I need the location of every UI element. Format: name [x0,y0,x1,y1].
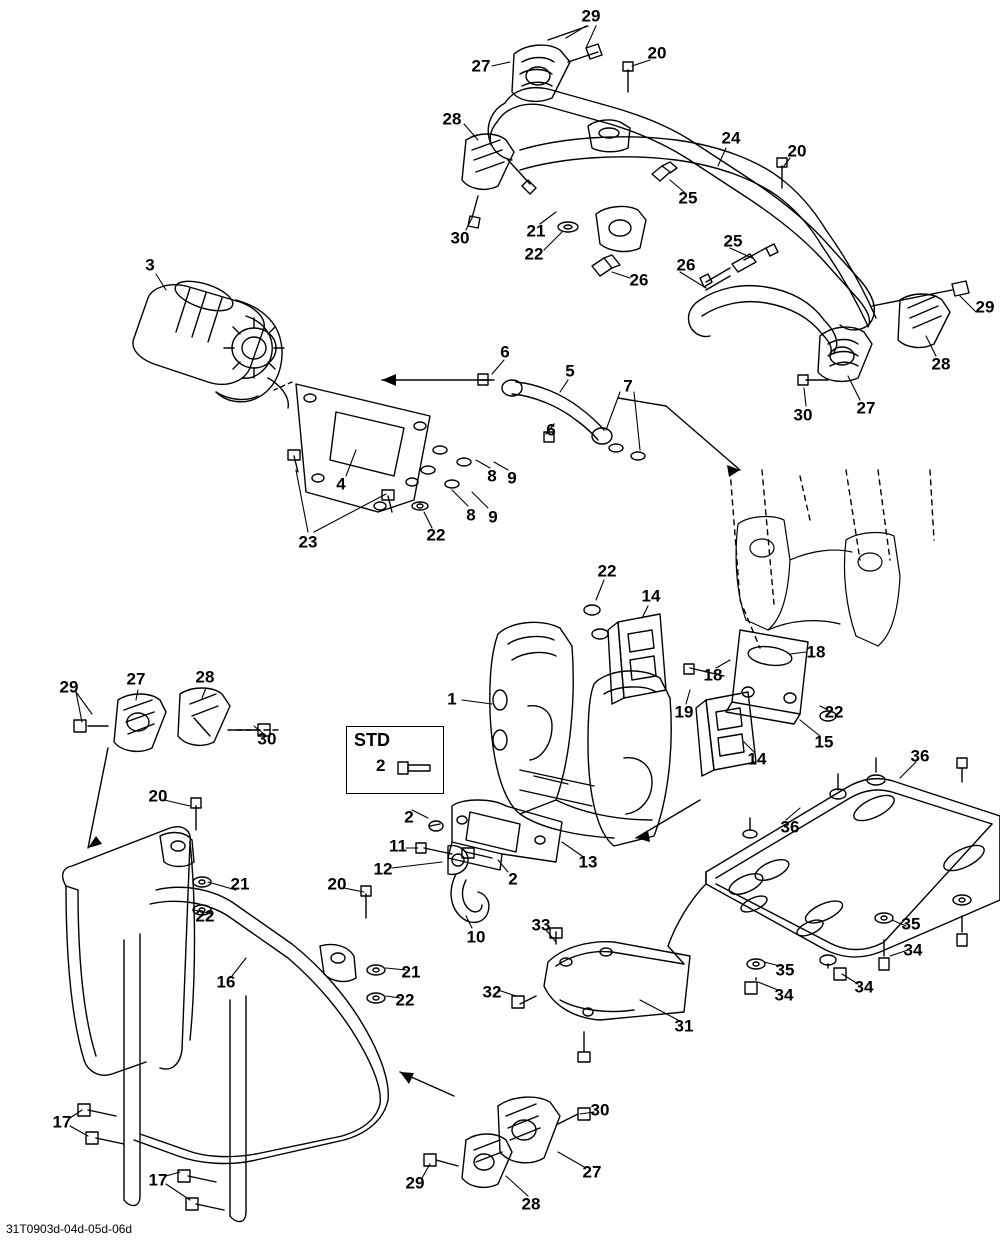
callout-number-26: 26 [629,270,649,290]
callout-number-31: 31 [674,1016,694,1036]
diagram-part-code: 31T0903d-04d-05d-06d [6,1222,133,1236]
callout-number-28: 28 [195,667,215,687]
callout-leaders [70,26,976,1200]
callout-number-21: 21 [526,221,546,241]
callout-number-22: 22 [524,244,544,264]
callout-number-11: 11 [389,836,407,856]
callout-number-29: 29 [405,1173,425,1193]
callout-number-33: 33 [531,915,551,935]
callout-number-27: 27 [582,1162,602,1182]
std-box-bolt-icon [390,752,436,782]
callout-number-14: 14 [747,749,767,769]
frame-reference-ghost [730,470,934,648]
callout-number-2: 2 [404,807,414,827]
callout-number-29: 29 [581,6,601,26]
callout-number-15: 15 [814,732,834,752]
callout-number-28: 28 [442,109,462,129]
callout-number-30: 30 [793,405,813,425]
callout-number-27: 27 [471,56,491,76]
callout-number-3: 3 [145,255,155,275]
callout-number-27: 27 [126,669,146,689]
callout-number-22: 22 [824,702,844,722]
callout-number-29: 29 [975,297,995,317]
callout-number-21: 21 [401,962,421,982]
callout-number-9: 9 [507,468,517,488]
left-bracket-group [74,688,282,848]
callout-number-36: 36 [780,817,800,837]
callout-number-34: 34 [903,940,923,960]
callout-number-10: 10 [466,927,486,947]
std-box-title: STD [354,730,390,750]
callout-number-28: 28 [931,354,951,374]
callout-number-25: 25 [723,231,743,251]
bottom-bracket-group [424,1097,590,1187]
skid-plate-assembly [512,758,1000,1062]
callout-number-30: 30 [590,1100,610,1120]
frame-reference [736,517,900,646]
callout-number-34: 34 [774,985,794,1005]
callout-number-7: 7 [623,376,633,396]
winch-assembly [133,275,740,512]
callout-number-25: 25 [678,188,698,208]
callout-number-6: 6 [500,342,510,362]
callout-number-14: 14 [641,586,661,606]
callout-number-22: 22 [195,906,215,926]
callout-number-29: 29 [59,677,79,697]
callout-number-12: 12 [373,859,393,879]
callout-number-23: 23 [298,532,318,552]
callout-number-34: 34 [854,977,874,997]
callout-number-2: 2 [508,869,518,889]
callout-number-35: 35 [901,914,921,934]
callout-number-24: 24 [721,128,741,148]
callout-number-19: 19 [674,702,694,722]
callout-number-22: 22 [426,525,446,545]
callout-number-22: 22 [395,990,415,1010]
callout-number-20: 20 [327,874,347,894]
callout-number-36: 36 [910,746,930,766]
callout-number-32: 32 [482,982,502,1002]
callout-number-20: 20 [787,141,807,161]
callout-number-22: 22 [597,561,617,581]
callout-number-27: 27 [856,398,876,418]
callout-number-30: 30 [257,729,277,749]
callout-number-9: 9 [488,507,498,527]
callout-number-28: 28 [521,1194,541,1214]
callout-number-4: 4 [336,474,346,494]
callout-number-6: 6 [546,420,556,440]
callout-number-8: 8 [466,505,476,525]
callout-number-35: 35 [775,960,795,980]
callout-number-1: 1 [447,689,457,709]
callout-number-30: 30 [450,228,470,248]
upper-tube-assembly [462,26,969,385]
callout-number-18: 18 [806,642,826,662]
callout-number-18: 18 [703,665,723,685]
brush-guard-frame [63,798,454,1222]
callout-number-13: 13 [578,852,598,872]
front-bumper-assembly [416,605,836,922]
callout-number-16: 16 [216,972,236,992]
std-box-item: 2 [376,756,386,775]
callout-number-8: 8 [487,466,497,486]
callout-number-17: 17 [52,1112,72,1132]
callout-number-20: 20 [647,43,667,63]
callout-number-20: 20 [148,786,168,806]
callout-number-21: 21 [230,874,250,894]
callout-number-26: 26 [676,255,696,275]
callout-number-5: 5 [565,361,575,381]
callout-number-17: 17 [148,1170,168,1190]
